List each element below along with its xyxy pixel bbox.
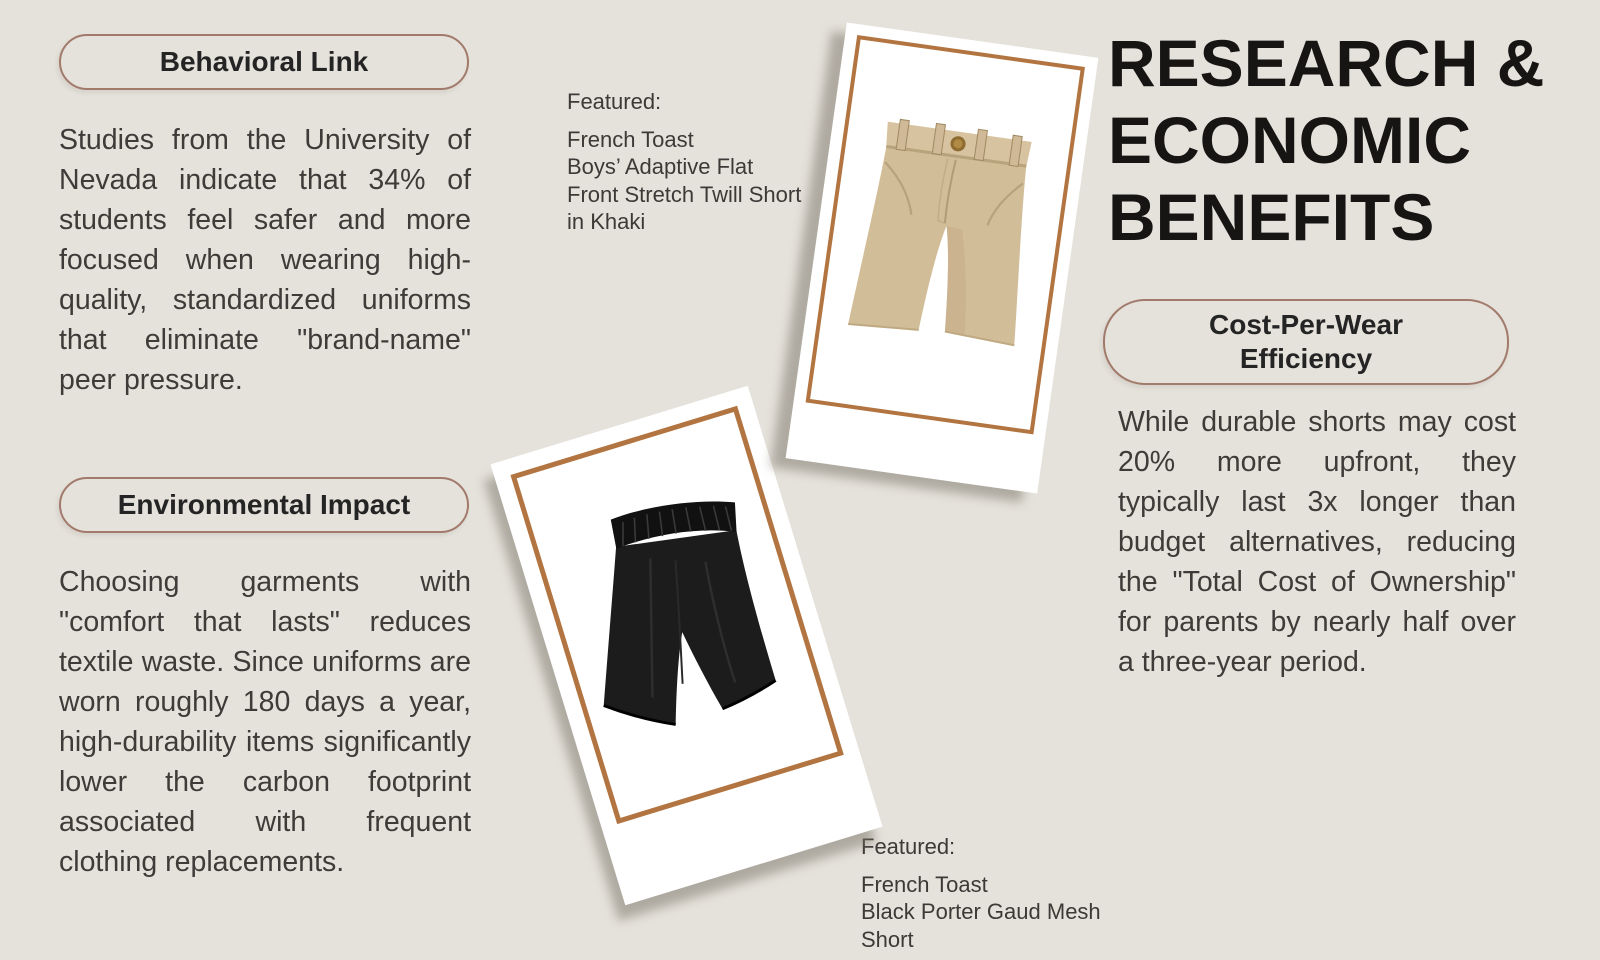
cost-per-wear-label-line: Efficiency — [1239, 343, 1373, 374]
featured-black-line: French Toast — [861, 871, 988, 897]
featured-caption-khaki — [567, 88, 817, 236]
featured-caption-black — [861, 833, 1131, 953]
featured-khaki-line: Boys’ Adaptive Flat — [567, 154, 754, 179]
featured-black-line: Short — [861, 926, 914, 952]
environmental-impact-badge — [59, 477, 469, 533]
behavioral-link-badge — [59, 34, 469, 90]
khaki-shorts-photo — [810, 40, 1080, 430]
behavioral-paragraph: Studies from the University of Nevada indicate that 34% of students feel safer and more focused when wearing high-quality, standardized uniforms that eliminate "brand-name" peer pressure. — [59, 124, 471, 396]
cost-paragraph: While durable shorts may cost 20% more upfront, they typically last 3x longer than budget alternatives, reducing the "Total Cost of Ownership" for parents by nearly half over a three-year period. — [1118, 406, 1516, 678]
cost-per-wear-label-line: Cost-Per-Wear — [1209, 309, 1403, 340]
black-shorts-photo — [517, 412, 838, 818]
behavioral-link-label: Behavioral Link — [159, 46, 369, 77]
featured-khaki-line: French Toast — [567, 126, 694, 152]
page-title-line: ECONOMIC — [1108, 103, 1471, 177]
featured-label: Featured: — [861, 834, 956, 859]
featured-khaki-line: Front Stretch Twill Short — [567, 181, 802, 207]
cost-per-wear-badge — [1103, 299, 1509, 385]
page-title-line: BENEFITS — [1108, 180, 1435, 254]
page-title-line: RESEARCH & — [1108, 26, 1545, 100]
featured-black-line: Black Porter Gaud Mesh — [861, 899, 1101, 924]
page-title — [1108, 25, 1544, 256]
environmental-paragraph: Choosing garments with "comfort that lasts" reduces textile waste. Since uniforms are worn roughly 180 days a year, high-durability items significantly lower the carbon footprint associated with frequent clothing replacements. — [59, 566, 471, 878]
khaki-shorts-polaroid — [786, 22, 1099, 493]
environmental-impact-label: Environmental Impact — [117, 489, 411, 520]
featured-label: Featured: — [567, 89, 662, 114]
khaki-photo-frame — [806, 35, 1085, 434]
black-photo-frame — [510, 406, 843, 824]
featured-khaki-line: in Khaki — [567, 209, 646, 234]
